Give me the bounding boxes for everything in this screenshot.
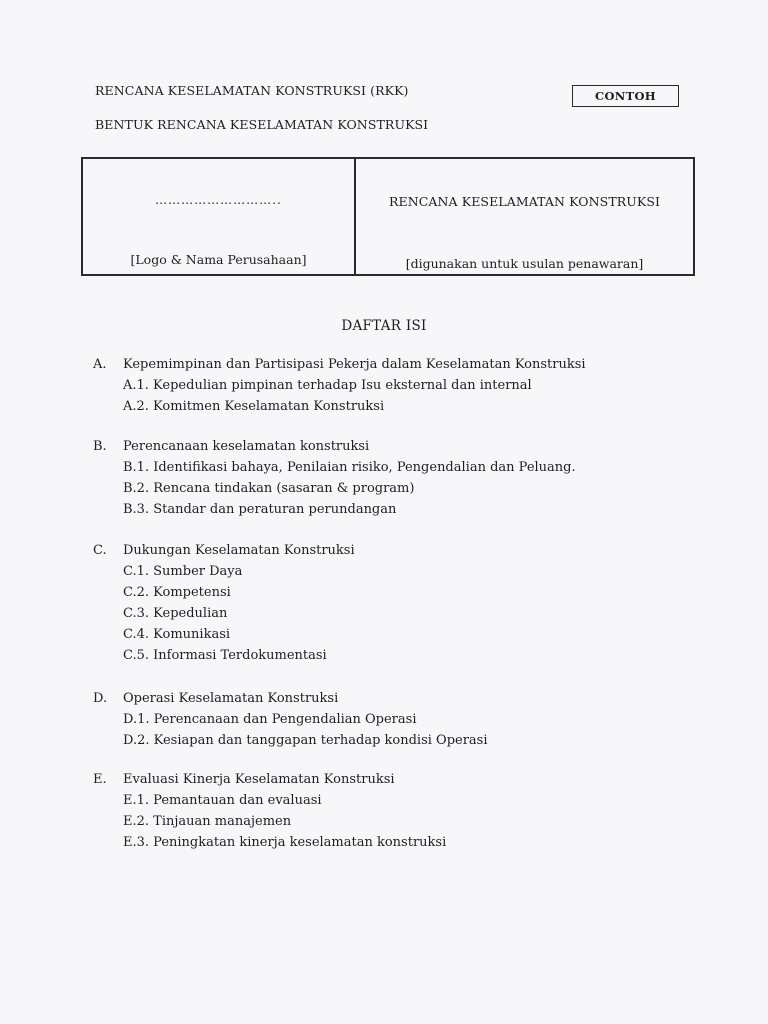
document-subtitle: BENTUK RENCANA KESELAMATAN KONSTRUKSI xyxy=(95,117,429,132)
toc-item: C.4. Komunikasi xyxy=(123,627,231,642)
toc-item: C.3. Kepedulian xyxy=(123,606,228,621)
toc-section-title: Dukungan Keselamatan Konstruksi xyxy=(123,543,355,558)
toc-item: D.2. Kesiapan dan tanggapan terhadap kondisi Operasi xyxy=(123,733,488,748)
toc-item: E.1. Pemantauan dan evaluasi xyxy=(123,793,322,808)
document-title: RENCANA KESELAMATAN KONSTRUKSI (RKK) xyxy=(95,83,409,98)
toc-section-letter: E. xyxy=(93,772,107,787)
toc-section-letter: C. xyxy=(93,543,107,558)
toc-section-title: Operasi Keselamatan Konstruksi xyxy=(123,691,339,706)
plan-title: RENCANA KESELAMATAN KONSTRUKSI xyxy=(388,194,661,209)
toc-item: C.2. Kompetensi xyxy=(123,585,231,600)
toc-section-title: Evaluasi Kinerja Keselamatan Konstruksi xyxy=(123,772,395,787)
company-placeholder-dots: ……………………….. xyxy=(155,193,282,207)
toc-section-letter: A. xyxy=(93,357,107,372)
plan-cell xyxy=(356,159,693,274)
toc-item: E.3. Peningkatan kinerja keselamatan konstruksi xyxy=(123,835,447,850)
toc-section-letter: B. xyxy=(93,439,107,454)
logo-company-label: [Logo & Nama Perusahaan] xyxy=(130,252,307,267)
toc-section-title: Perencanaan keselamatan konstruksi xyxy=(123,439,370,454)
usage-label: [digunakan untuk usulan penawaran] xyxy=(405,256,644,271)
toc-title: DAFTAR ISI xyxy=(341,318,427,334)
toc-item: D.1. Perencanaan dan Pengendalian Operasi xyxy=(123,712,417,727)
toc-item: C.1. Sumber Daya xyxy=(123,564,243,579)
toc-section-letter: D. xyxy=(93,691,108,706)
toc-item: B.3. Standar dan peraturan perundangan xyxy=(123,502,397,517)
sample-stamp xyxy=(572,85,679,107)
toc-section-title: Kepemimpinan dan Partisipasi Pekerja dalam Keselamatan Konstruksi xyxy=(123,357,586,372)
toc-item: B.1. Identifikasi bahaya, Penilaian risiko, Pengendalian dan Peluang. xyxy=(123,460,576,475)
company-header-box xyxy=(81,157,695,276)
toc-item: A.2. Komitmen Keselamatan Konstruksi xyxy=(123,399,385,414)
toc-item: A.1. Kepedulian pimpinan terhadap Isu eksternal dan internal xyxy=(123,378,532,393)
toc-item: E.2. Tinjauan manajemen xyxy=(123,814,292,829)
toc-item: C.5. Informasi Terdokumentasi xyxy=(123,648,327,663)
toc-item: B.2. Rencana tindakan (sasaran & program) xyxy=(123,481,415,496)
company-cell xyxy=(83,159,356,274)
sample-stamp-label: CONTOH xyxy=(595,89,656,103)
